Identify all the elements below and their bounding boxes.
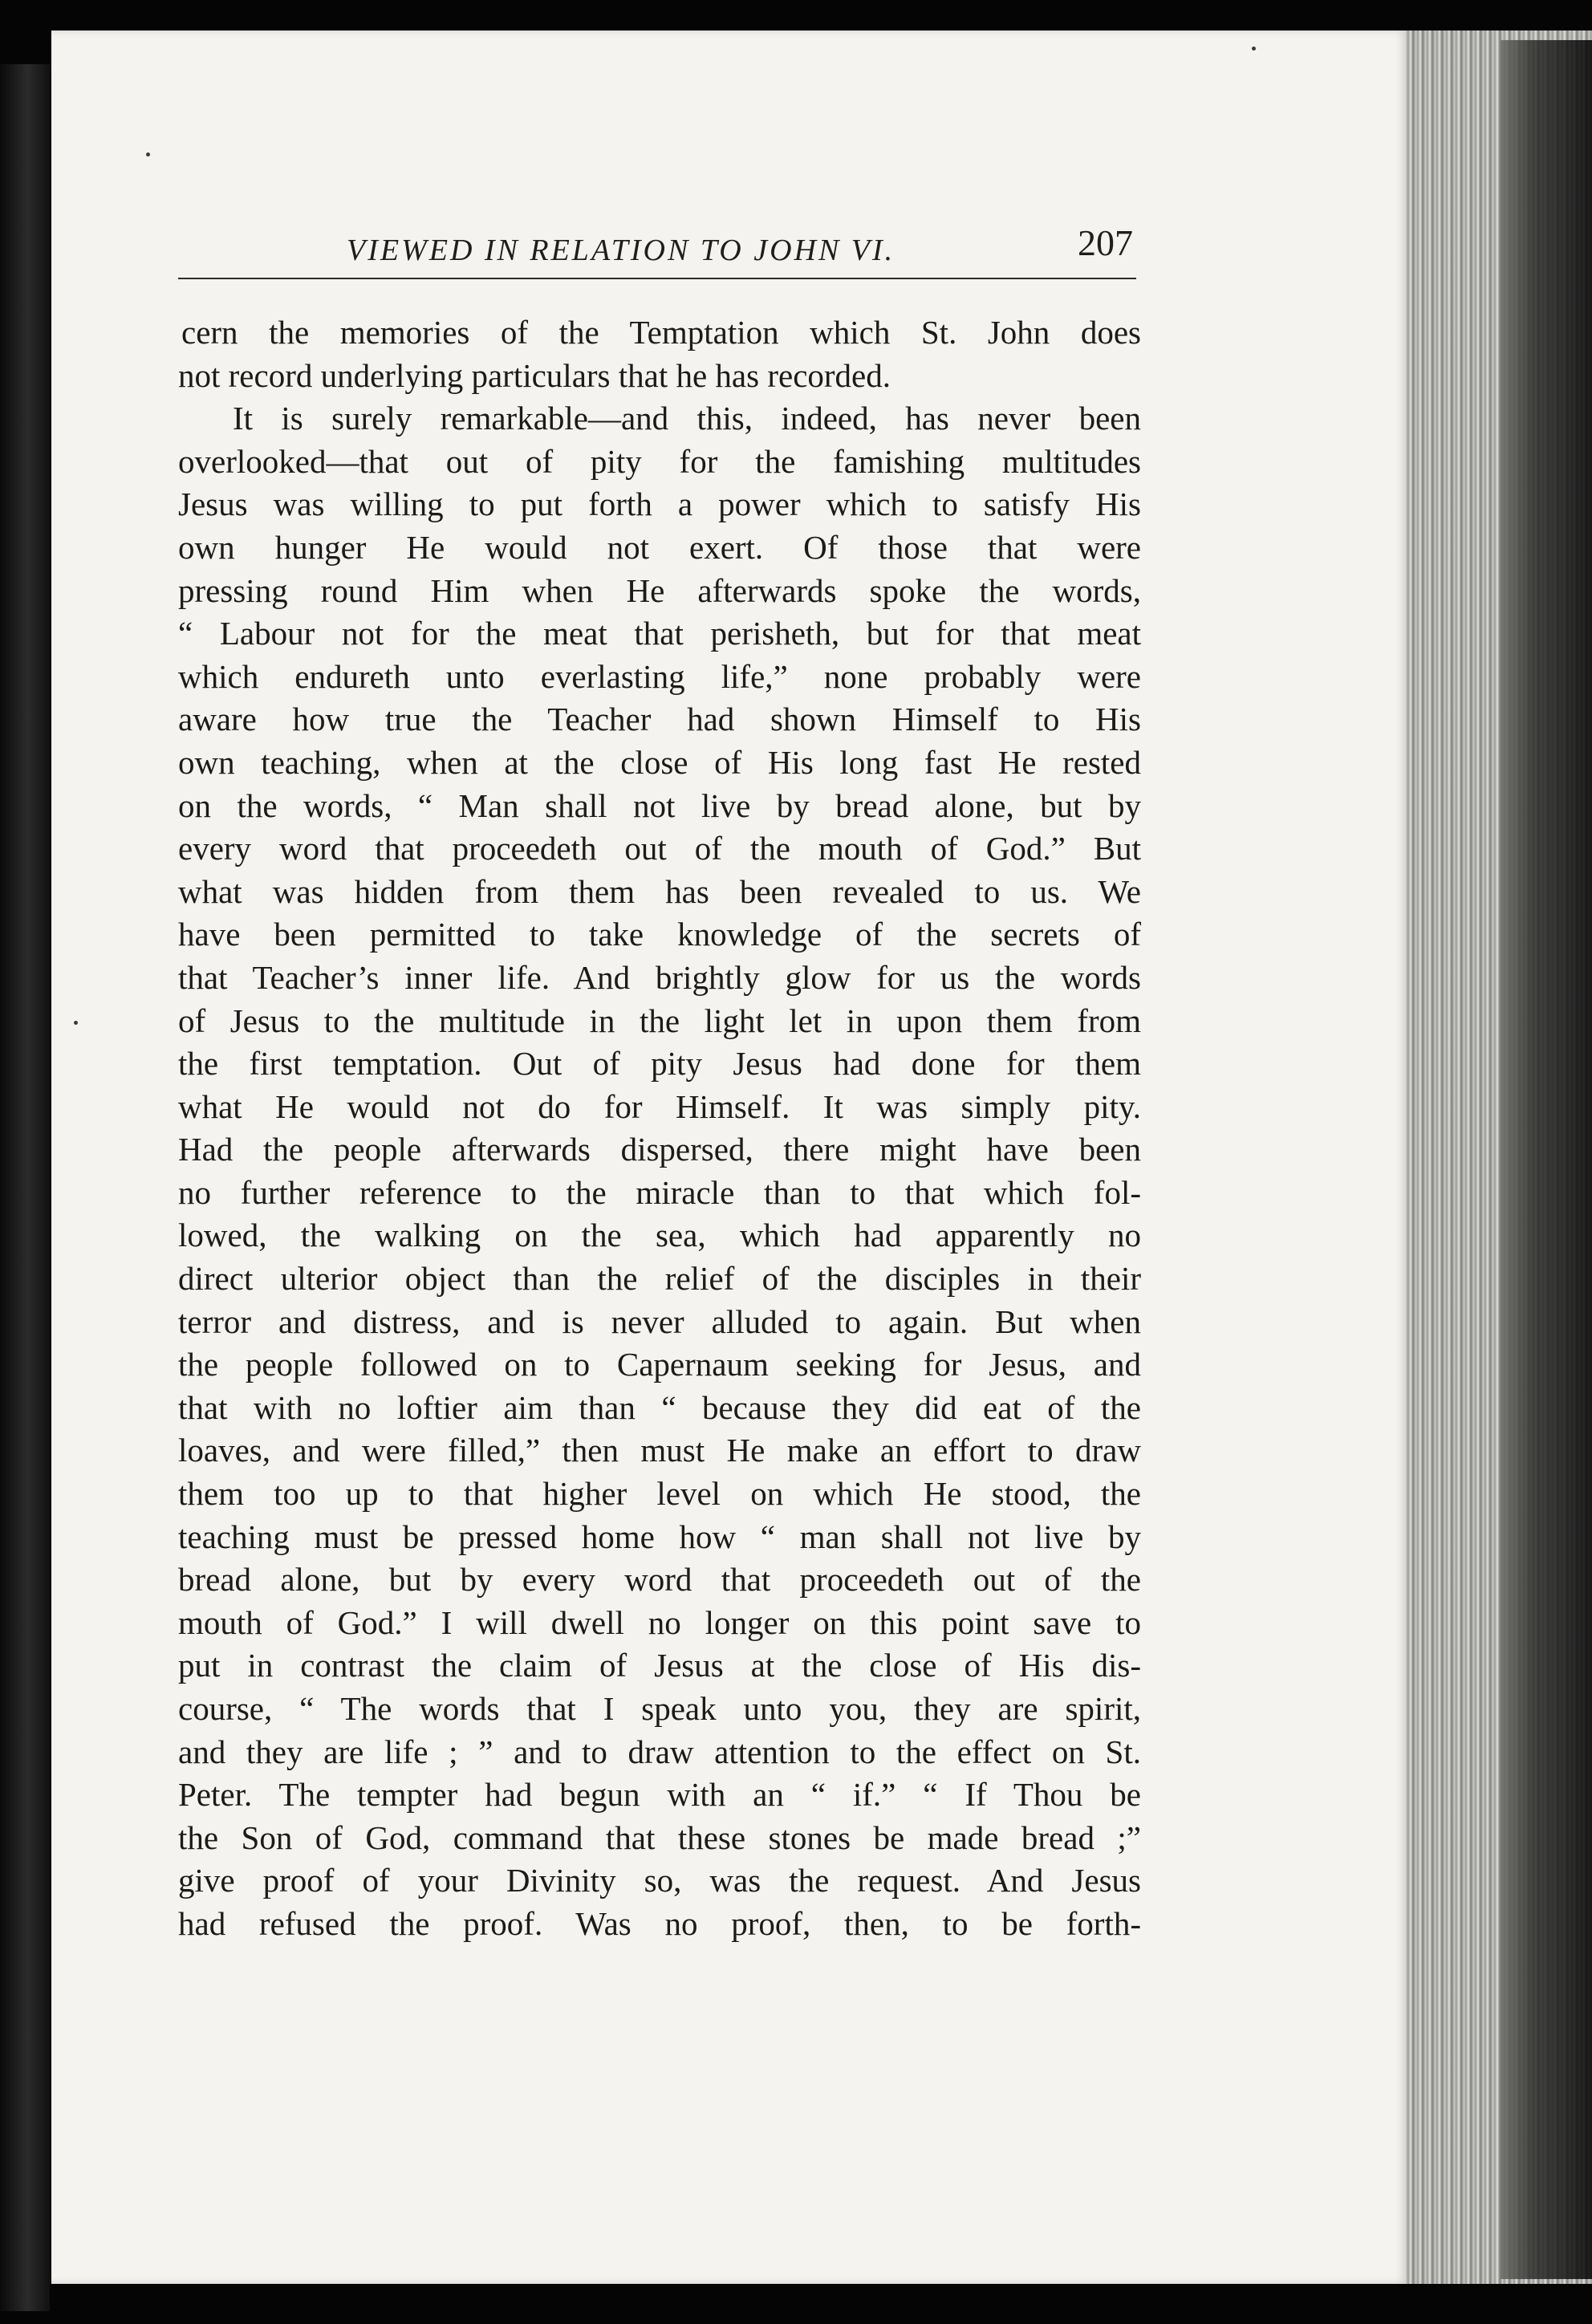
facing-page-edge [0,64,50,2311]
text-line: mouth of God.” I will dwell no longer on this point save to [178,1603,1141,1641]
text-line: the first temptation. Out of pity Jesus had done for them [178,1045,1141,1083]
text-line: own hunger He would not exert. Of those that were [178,528,1141,566]
text-line: pressing round Him when He afterwards spoke the words, [178,571,1141,609]
page-number: 207 [1078,222,1133,263]
text-line: what was hidden from them has been revealed to us. We [178,872,1141,910]
text-line: of Jesus to the multitude in the light let in upon them from [178,1002,1141,1039]
text-line: Peter. The tempter had begun with an “ if.” “ If Thou be [178,1776,1141,1814]
text-line: had refused the proof. Was no proof, then, to be forth- [178,1904,1141,1942]
text-line: put in contrast the claim of Jesus at the close of His dis- [178,1647,1141,1684]
text-line: and they are life ; ” and to draw attention to the effect on St. [178,1733,1141,1770]
text-line: every word that proceedeth out of the mouth of God.” But [178,830,1141,867]
running-title: VIEWED IN RELATION TO JOHN VI. [347,234,896,267]
page-fore-edge-shadow [1501,40,1592,2279]
text-line: cern the memories of the Temptation which St. John does [181,314,1141,351]
text-line: on the words, “ Man shall not live by bread alone, but by [178,786,1141,824]
text-line: them too up to that higher level on which He stood, the [178,1475,1141,1513]
text-line: that Teacher’s inner life. And brightly glow for us the words [178,958,1141,996]
text-line: “ Labour not for the meat that perisheth, but for that meat [178,615,1141,652]
text-line: not record underlying particulars that he has recorded. [178,356,891,394]
text-line: have been permitted to take knowledge of the secrets of [178,916,1141,953]
text-line: bread alone, but by every word that proceedeth out of the [178,1561,1141,1599]
text-line: give proof of your Divinity so, was the request. And Jesus [178,1862,1141,1899]
body-text [178,311,1141,1946]
text-line: which endureth unto everlasting life,” none probably were [178,657,1141,695]
text-line: It is surely remarkable—and this, indeed, has never been [233,400,1141,437]
paper-speck [1252,47,1256,51]
running-head [178,221,1136,279]
text-line: Jesus was willing to put forth a power which to satisfy His [178,486,1141,523]
text-line: overlooked—that out of pity for the famishing multitudes [178,442,1141,480]
paper-speck [74,1021,78,1025]
text-line: aware how true the Teacher had shown Himself to His [178,701,1141,738]
text-line: loaves, and were filled,” then must He make an effort to draw [178,1432,1141,1469]
text-line: what He would not do for Himself. It was simply pity. [178,1087,1141,1125]
text-line: lowed, the walking on the sea, which had apparently no [178,1217,1141,1254]
text-line: that with no loftier aim than “ because they did eat of the [178,1388,1141,1426]
text-line: teaching must be pressed home how “ man shall not live by [178,1518,1141,1555]
text-line: own teaching, when at the close of His long fast He rested [178,743,1141,781]
text-line: course, “ The words that I speak unto you, they are spirit, [178,1690,1141,1727]
text-line: no further reference to the miracle than to that which fol- [178,1173,1141,1211]
text-line: Had the people afterwards dispersed, there might have been [178,1131,1141,1168]
text-line: direct ulterior object than the relief of the disciples in their [178,1260,1141,1298]
text-line: the Son of God, command that these stones be made bread ;” [178,1818,1141,1856]
text-line: terror and distress, and is never alluded to again. But when [178,1302,1141,1340]
paper-speck [146,152,150,156]
text-line: the people followed on to Capernaum seeking for Jesus, and [178,1346,1141,1383]
